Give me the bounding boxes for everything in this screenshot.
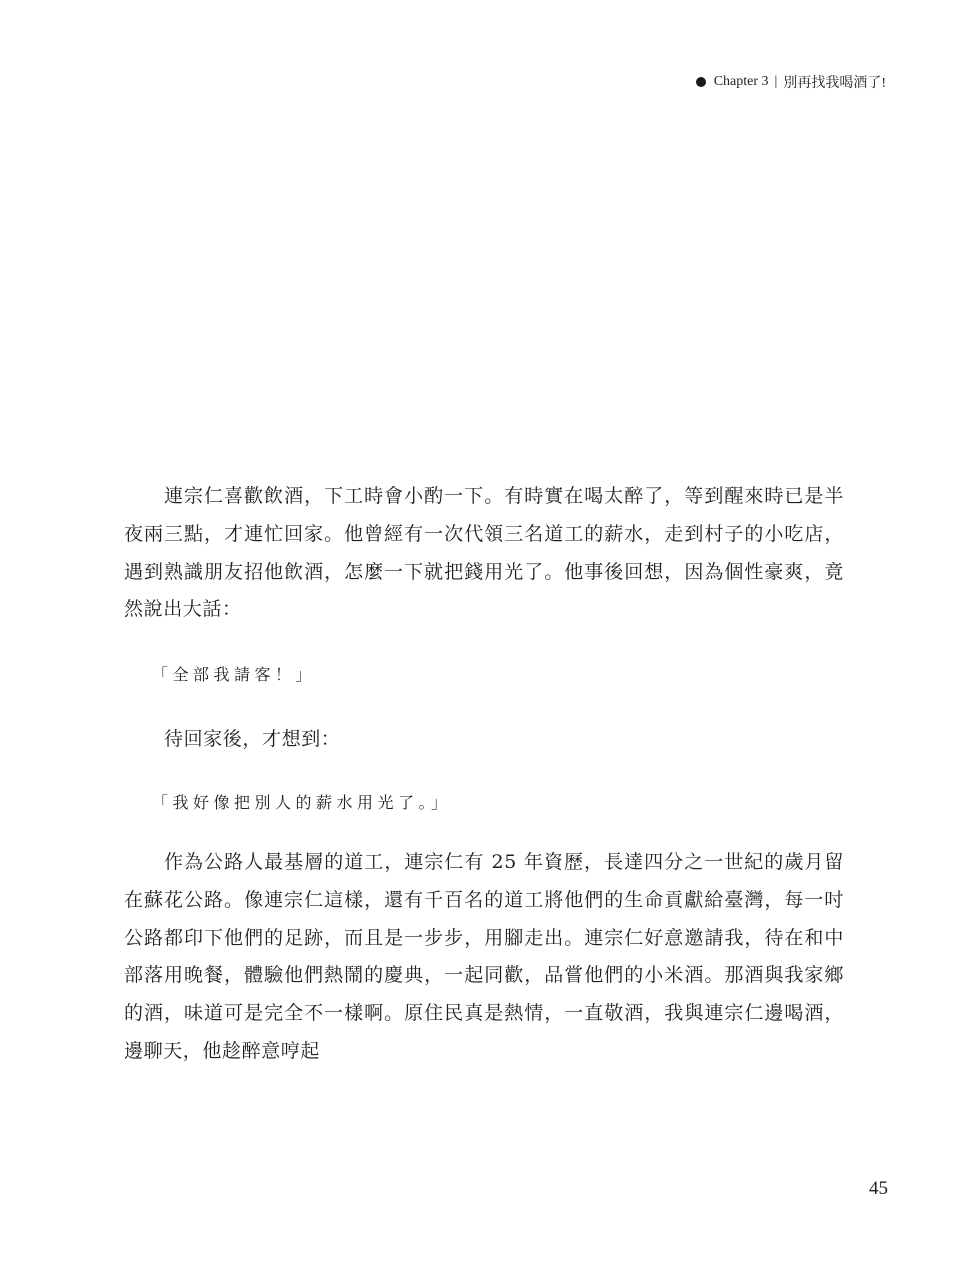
- quote-1: 「全部我請客！」: [152, 665, 317, 684]
- chapter-label: Chapter 3: [713, 74, 769, 89]
- body-paragraph-1: 連宗仁喜歡飲酒，下工時會小酌一下。有時實在喝太醉了，等到醒來時已是半夜兩三點，才連忙回家。他曾經有一次代領三名道工的薪水，走到村子的小吃店，遇到熟識朋友招他飲酒，怎麼一下就把錢用光了。他事後回想，因為個性豪爽，竟然說出大話：: [124, 485, 844, 621]
- page-number: 45: [869, 1178, 888, 1199]
- body-paragraph-2: 作為公路人最基層的道工，連宗仁有 25 年資歷，長達四分之一世紀的歲月留在蘇花公路。像連宗仁這樣，還有千百名的道工將他們的生命貢獻給臺灣，每一吋公路都印下他們的足跡，而且是一步步，用腳走出。連宗仁好意邀請我，待在和中部落用晚餐，體驗他們熱鬧的慶典，一起同歡，品嘗他們的小米酒。那酒與我家鄉的酒，味道可是完全不一樣啊。原住民真是熱情，一直敬酒，我與連宗仁邊喝酒，邊聊天，他趁醉意哼起: [124, 851, 844, 1062]
- header-separator: |: [774, 74, 778, 89]
- quote-2: 「我好像把別人的薪水用光了。」: [152, 793, 452, 812]
- chapter-title: 別再找我喝酒了!: [783, 76, 886, 91]
- aside-line: 待回家後，才想到：: [164, 728, 341, 750]
- bullet-icon: [696, 77, 706, 87]
- running-header: [696, 72, 886, 92]
